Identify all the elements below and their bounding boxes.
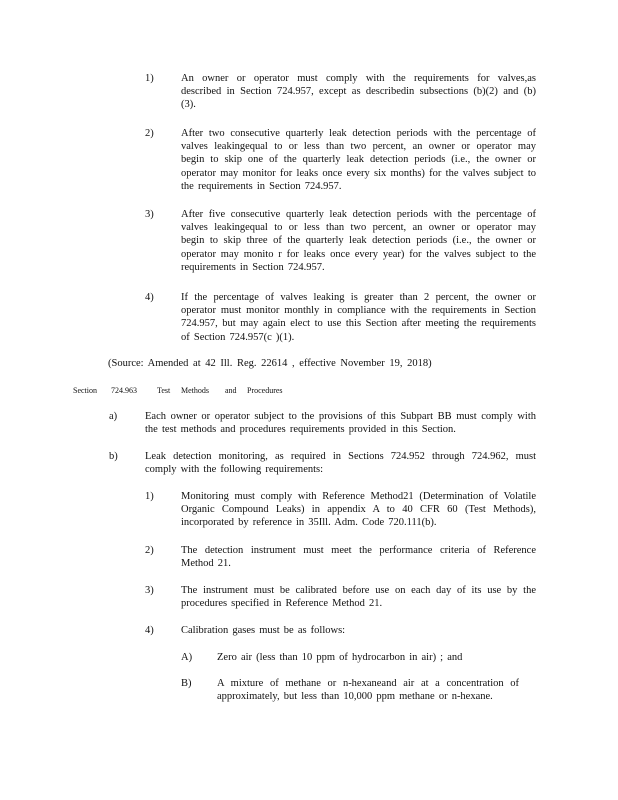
gas-b-marker: B) <box>181 678 192 689</box>
item-1-number: 1) <box>145 73 154 84</box>
b-item-2-text: The detection instrument must meet the performance criteria of Reference Method 21. <box>181 545 536 570</box>
section-number: 724.963 <box>111 386 137 395</box>
subsection-a-marker: a) <box>109 411 118 422</box>
item-3-text: After five consecutive quarterly leak detection periods with the percentage of valves leakingequal to or less than two percent, an owner or operator may begin to skip three of the quarterly leak detection periods (i.e., the owner or operator may monito r for leaks once every year) for the valves subject to the requirements in Section 724.957. <box>181 209 536 273</box>
b-item-3-text: The instrument must be calibrated before use on each day of its use by the procedures specified in Reference Method 21. <box>181 585 536 610</box>
b-item-1-number: 1) <box>145 491 154 502</box>
subsection-b-marker: b) <box>109 451 118 462</box>
section-title-word-1: Test <box>157 386 171 395</box>
item-2-number: 2) <box>145 128 154 139</box>
item-2-text: After two consecutive quarterly leak detection periods with the percentage of valves leakingequal to or less than two percent, an owner or operator may begin to skip one of the quarterly leak detection periods (i.e., the owner or operator may monitor for leaks once every six months) for the valves subject to the requirements in Section 724.957. <box>181 128 536 192</box>
section-heading <box>73 385 283 396</box>
b-item-4-text: Calibration gases must be as follows: <box>181 625 346 636</box>
item-1-text: An owner or operator must comply with the requirements for valves,as described in Section 724.957, except as describedin subsections (b)(2) and (b)(3). <box>181 73 536 111</box>
b-item-1-text: Monitoring must comply with Reference Method21 (Determination of Volatile Organic Compound Leaks) in appendix A to 40 CFR 60 (Test Methods), incorporated by reference in 35Ill. Adm. Code 720.111(b). <box>181 491 536 529</box>
item-3-number: 3) <box>145 209 154 220</box>
section-title-word-3: and <box>225 386 237 395</box>
item-4-number: 4) <box>145 292 154 303</box>
subsection-b-text: Leak detection monitoring, as required in Sections 724.952 through 724.962, must comply with the following requirements: <box>145 451 536 476</box>
item-4-text: If the percentage of valves leaking is greater than 2 percent, the owner or operator must monitor monthly in compliance with the requirements in Section 724.957, but may again elect to use this Section after meeting the requirements of Section 724.957(c )(1). <box>181 292 536 343</box>
subsection-a-text: Each owner or operator subject to the provisions of this Subpart BB must comply with the test methods and procedures requirements provided in this Section. <box>145 411 536 436</box>
section-title-word-2: Methods <box>181 386 209 395</box>
gas-a-text: Zero air (less than 10 ppm of hydrocarbon in air) ; and <box>217 652 463 663</box>
section-title-word-4: Procedures <box>247 386 283 395</box>
b-item-4-number: 4) <box>145 625 154 636</box>
section-label: Section <box>73 386 97 395</box>
gas-a-marker: A) <box>181 652 193 663</box>
b-item-3-number: 3) <box>145 585 154 596</box>
gas-b-text: A mixture of methane or n-hexaneand air at a concentration of approximately, but less than 10,000 ppm methane or n-hexane. <box>217 678 519 703</box>
source-note: (Source: Amended at 42 Ill. Reg. 22614 , effective November 19, 2018) <box>108 358 432 369</box>
b-item-2-number: 2) <box>145 545 154 556</box>
